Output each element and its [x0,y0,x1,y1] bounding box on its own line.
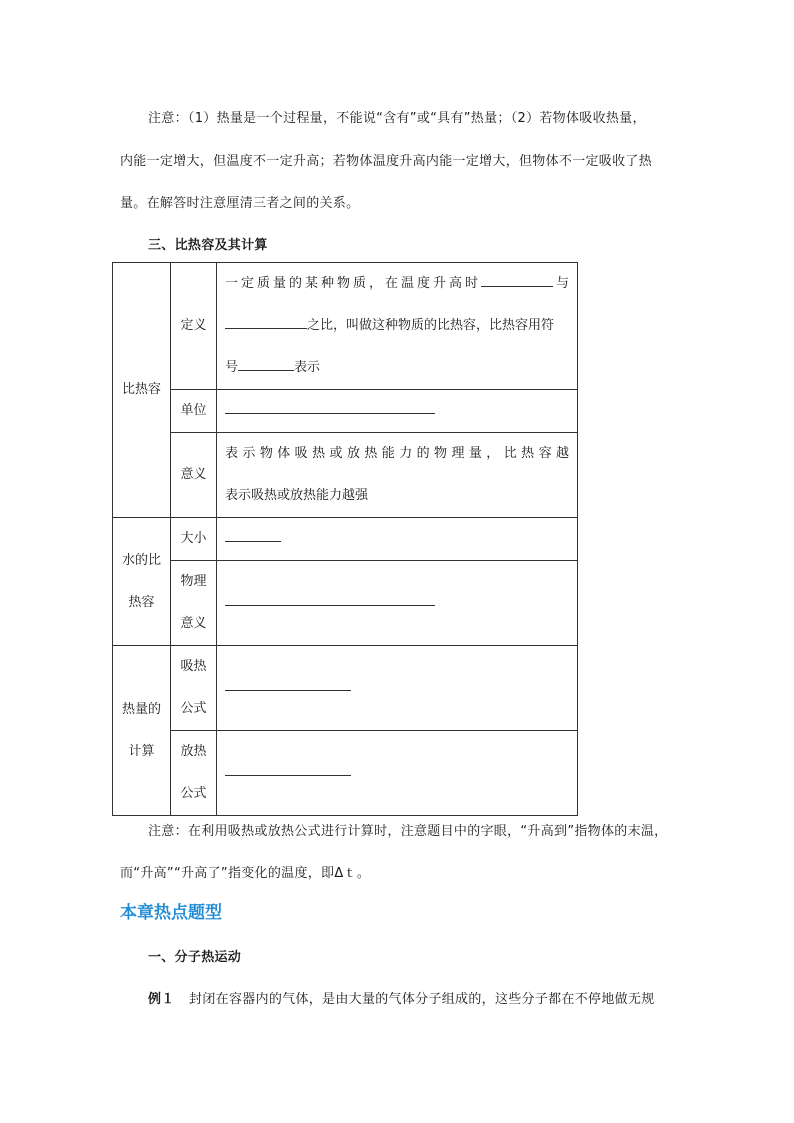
meaning-label: 意义 [171,433,217,518]
calc-label-1: 热量的 [121,701,161,717]
calc-note-line-1: 注意：在利用吸热或放热公式进行计算时，注意题目中的字眼，“升高到”指物体的末温， [148,824,668,839]
note-line-3: 量。在解答时注意厘清三者之间的关系。 [120,196,360,211]
blank-absorb-formula[interactable] [225,674,351,691]
physical-label-1: 物理 [180,574,207,589]
blank-release-formula[interactable] [225,759,351,776]
specific-heat-table [112,262,578,816]
blank-unit[interactable] [225,397,435,414]
definition-label: 定义 [171,263,217,390]
definition-text-3b: 表示 [294,360,321,375]
row-group-heat-calculation [113,646,171,816]
absorb-formula-cell [217,646,578,731]
calc-label-2: 计算 [128,743,155,759]
example-text: 封闭在容器内的气体，是由大量的气体分子组成的，这些分子都在不停地做无规 [189,992,655,1007]
definition-text-1b: 与 [552,276,569,291]
water-label-1: 水的比 [121,552,161,568]
blank-2[interactable] [225,312,307,329]
absorb-label-1: 吸热 [180,659,207,674]
blank-symbol[interactable] [238,354,294,371]
chapter-hot-topics-heading: 本章热点题型 [120,903,222,923]
calc-note-line-2: 而“升高”“升高了”指变化的温度，即Δｔ。 [120,866,371,881]
example-label: 例１ [148,992,175,1007]
note-line-2: 内能一定增大，但温度不一定升高；若物体温度升高内能一定增大，但物体不一定吸收了热 [120,154,653,169]
row-group-water [113,518,171,646]
unit-label: 单位 [171,390,217,433]
unit-cell [217,390,578,433]
meaning-text-2: 表示吸热或放热能力越强 [225,488,369,503]
absorb-formula-label [171,646,217,731]
release-formula-cell [217,731,578,816]
definition-text-2: 之比，叫做这种物质的比热容，比热容用符 [307,318,555,333]
definition-text-3a: 号 [225,360,239,375]
definition-cell [217,263,578,390]
section-heading-molecular-motion: 一、分子热运动 [148,950,242,965]
release-formula-label [171,731,217,816]
absorb-label-2: 公式 [180,701,207,716]
release-label-2: 公式 [180,786,207,801]
example-1 [148,988,655,1007]
meaning-text-1: 表示物体吸热或放热能力的物理量，比热容越 [225,446,569,461]
blank-physical-meaning[interactable] [225,589,435,606]
size-label: 大小 [171,518,217,561]
blank-1[interactable] [481,270,553,287]
definition-text-1a: 一定质量的某种物质，在温度升高时 [225,276,481,291]
physical-meaning-label [171,561,217,646]
meaning-cell [217,433,578,518]
blank-size[interactable] [225,525,281,542]
size-cell [217,518,578,561]
physical-label-2: 意义 [180,616,207,631]
release-label-1: 放热 [180,744,207,759]
physical-meaning-cell [217,561,578,646]
note-line-1: 注意：（1）热量是一个过程量，不能说“含有”或“具有”热量；（2）若物体吸收热量， [148,111,646,126]
row-group-specific-heat: 比热容 [113,263,171,518]
water-label-2: 热容 [128,594,155,610]
section-heading-specific-heat: 三、比热容及其计算 [148,238,268,253]
